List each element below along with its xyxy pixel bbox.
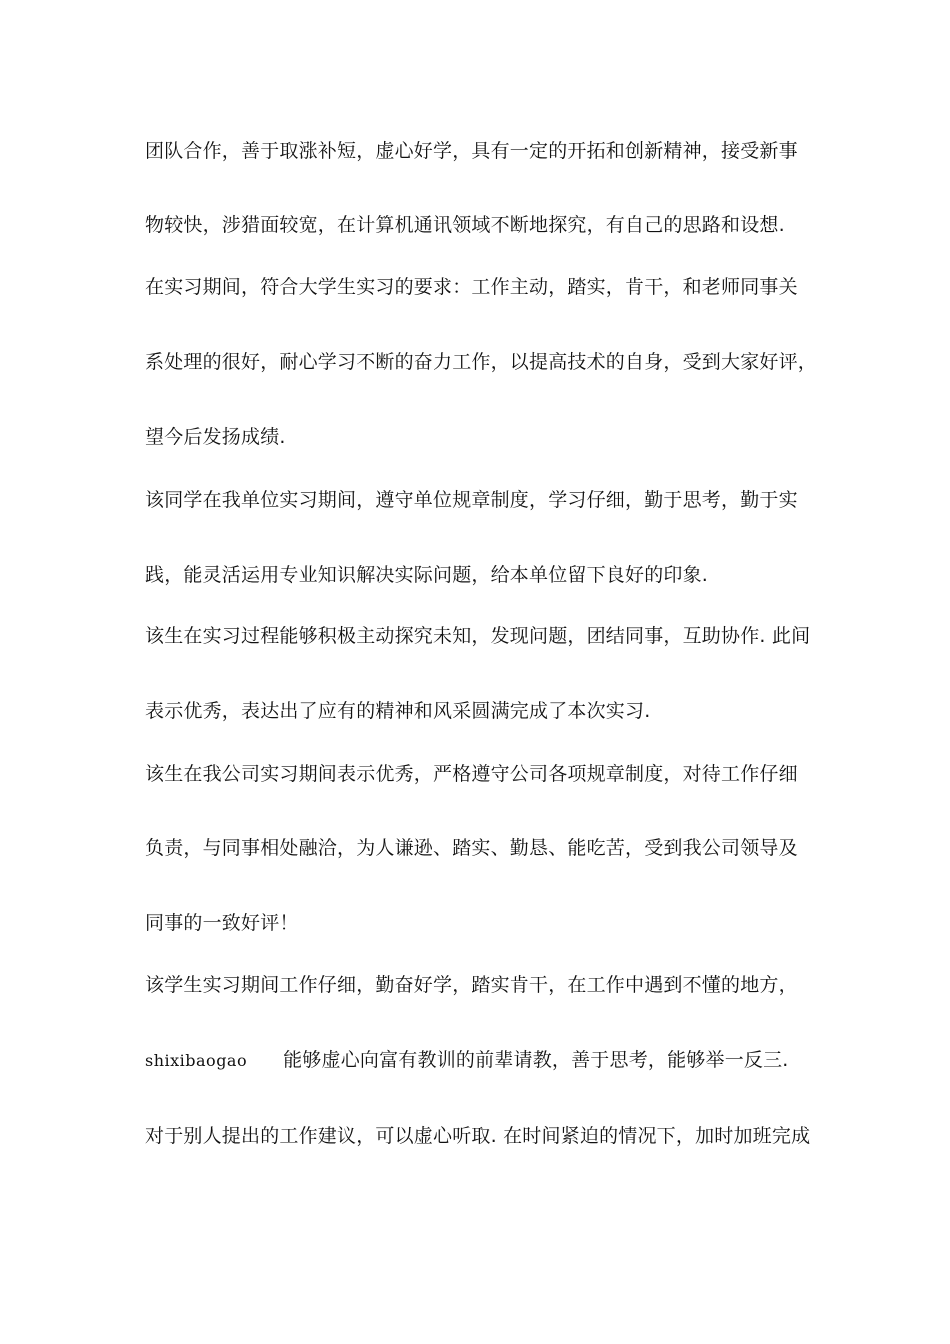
paragraph-line: 该生在实习过程能够积极主动探究未知，发现问题，团结同事，互助协作. 此间: [145, 625, 811, 647]
paragraph-line: 对于别人提出的工作建议，可以虚心听取. 在时间紧迫的情况下，加时加班完成: [145, 1125, 811, 1147]
paragraph-line: 系处理的很好，耐心学习不断的奋力工作，以提高技术的自身，受到大家好评，: [145, 351, 818, 373]
paragraph-line: 践，能灵活运用专业知识解决实际问题，给本单位留下良好的印象.: [145, 564, 709, 586]
paragraph-line-text: 能够虚心向富有教训的前辈请教，善于思考，能够举一反三.: [283, 1049, 789, 1071]
paragraph-line: 物较快，涉猎面较宽，在计算机通讯领域不断地探究，有自己的思路和设想.: [145, 214, 785, 236]
paragraph-line: 同事的一致好评！: [145, 912, 299, 934]
paragraph-line: 该生在我公司实习期间表示优秀，严格遵守公司各项规章制度，对待工作仔细: [145, 763, 798, 785]
paragraph-line: 该同学在我单位实习期间，遵守单位规章制度，学习仔细，勤于思考，勤于实: [145, 489, 798, 511]
paragraph-line: 在实习期间，符合大学生实习的要求：工作主动，踏实，肯干，和老师同事关: [145, 276, 798, 298]
paragraph-line: 团队合作，善于取涨补短，虚心好学，具有一定的开拓和创新精神，接受新事: [145, 140, 798, 162]
paragraph-line: 该学生实习期间工作仔细，勤奋好学，踏实肯干，在工作中遇到不懂的地方，: [145, 974, 798, 996]
paragraph-line: 望今后发扬成绩.: [145, 426, 286, 448]
paragraph-line: 负责，与同事相处融洽，为人谦逊、踏实、勤恳、能吃苦，受到我公司领导及: [145, 837, 798, 859]
watermark-tag: shixibaogao: [145, 1051, 248, 1070]
paragraph-line: 表示优秀，表达出了应有的精神和风采圆满完成了本次实习.: [145, 700, 651, 722]
paragraph-line-with-tag: [145, 1047, 789, 1074]
